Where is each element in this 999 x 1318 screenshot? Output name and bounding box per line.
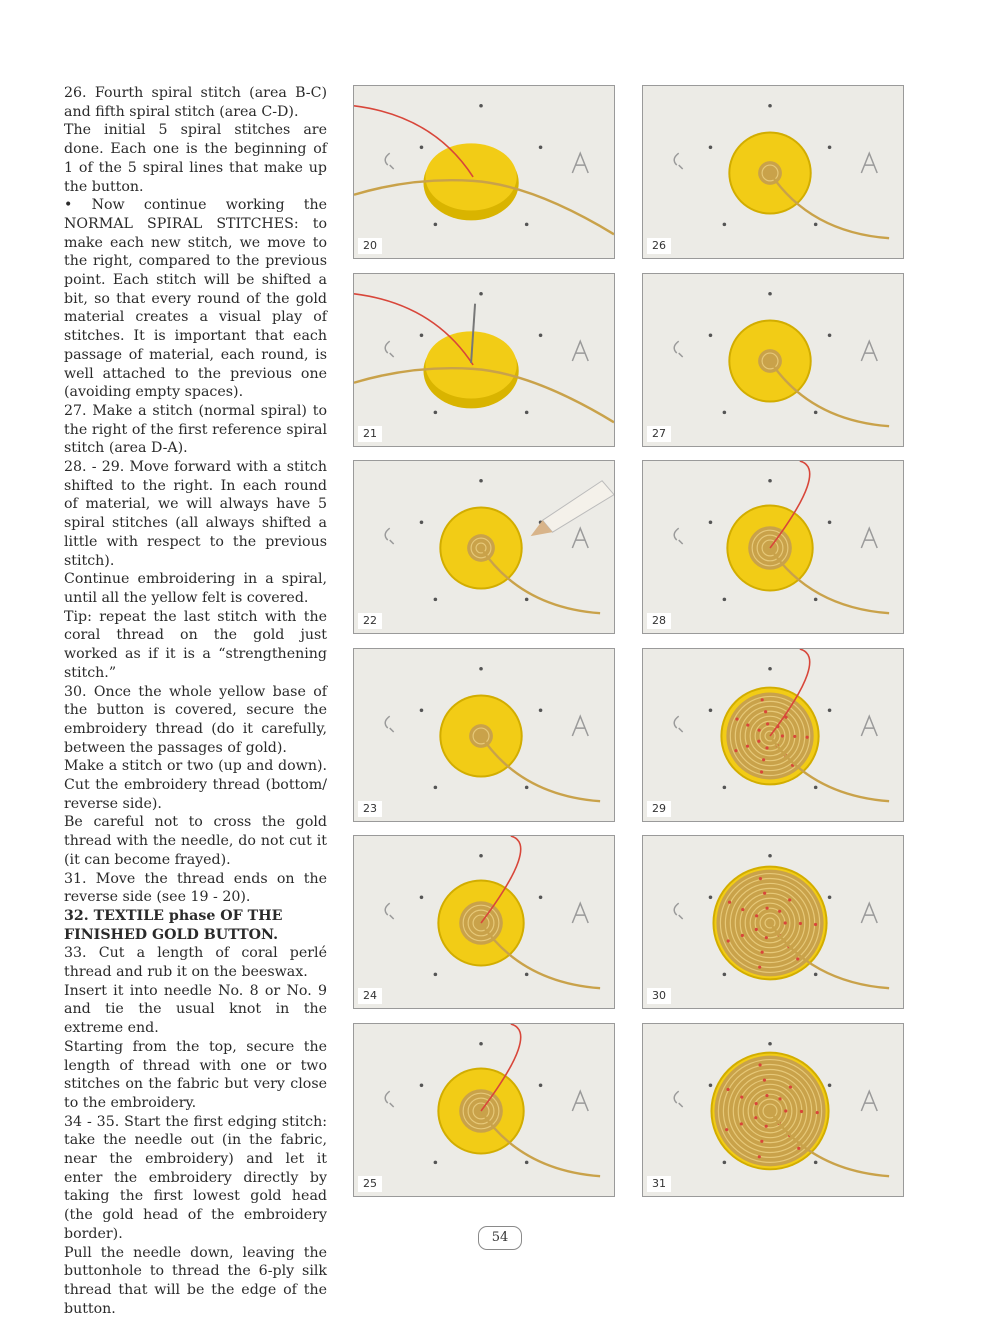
guide-dot — [814, 411, 818, 415]
coral-stitch — [758, 1063, 761, 1066]
guide-dot — [723, 223, 727, 227]
guide-dot — [814, 786, 818, 790]
coral-stitch — [781, 734, 784, 737]
photo-number: 26 — [647, 238, 671, 254]
coral-stitch — [784, 1109, 787, 1112]
coral-stitch — [765, 746, 768, 749]
photo-number: 30 — [647, 988, 671, 1004]
guide-dot — [420, 709, 424, 713]
guide-dot — [479, 667, 483, 671]
guide-dot — [420, 521, 424, 525]
step-photo — [642, 273, 904, 447]
guide-dot — [828, 146, 832, 150]
guide-dot — [709, 1084, 713, 1088]
coral-stitch — [761, 698, 764, 701]
paragraph: 33. Cut a length of coral perlé thread and rub it on the beeswax. — [64, 945, 327, 981]
guide-dot — [828, 709, 832, 713]
yellow-felt — [425, 331, 516, 398]
coral-stitch — [758, 1155, 761, 1158]
step-photo — [642, 1023, 904, 1197]
guide-dot — [434, 1161, 438, 1165]
guide-dot — [479, 479, 483, 483]
coral-stitch — [755, 1102, 758, 1105]
step-photo — [642, 835, 904, 1009]
coral-stitch — [761, 951, 764, 954]
guide-dot — [525, 973, 529, 977]
photo-number: 31 — [647, 1176, 671, 1192]
paragraph: 34 - 35. Start the first edging stitch: take the needle out (in the fabric, near the embroidery) and let it enter the embroidery directly by taking the first lowest gold head (the gold head of the embroidery border). — [64, 1113, 327, 1242]
guide-dot — [828, 334, 832, 338]
paragraph: Tip: repeat the last stitch with the coral thread on the gold just worked as if it is a “strengthening stitch.” — [64, 608, 327, 681]
guide-dot — [539, 146, 543, 150]
paragraph: 31. Move the thread ends on the reverse side (see 19 - 20). — [64, 870, 327, 906]
guide-dot — [723, 411, 727, 415]
coral-stitch — [799, 922, 802, 925]
coral-stitch — [778, 1097, 781, 1100]
guide-dot — [723, 973, 727, 977]
coral-stitch — [741, 934, 744, 937]
paragraph: 26. Fourth spiral stitch (area B-C) and fifth spiral stitch (area C-D). — [64, 85, 327, 120]
coral-stitch — [793, 735, 796, 738]
paragraph: The initial 5 spiral stitches are done. Each one is the beginning of 1 of the 5 spiral lines that make up the button. — [64, 122, 327, 195]
guide-dot — [723, 598, 727, 602]
coral-stitch — [762, 758, 765, 761]
coral-stitch — [759, 877, 762, 880]
guide-dot — [709, 709, 713, 713]
guide-dot — [479, 292, 483, 296]
coral-stitch — [789, 1086, 792, 1089]
coral-stitch — [727, 939, 730, 942]
coral-stitch — [758, 729, 761, 732]
guide-dot — [434, 223, 438, 227]
guide-dot — [525, 223, 529, 227]
guide-dot — [479, 854, 483, 858]
guide-dot — [709, 521, 713, 525]
section-heading: 32. TEXTILE phase OF THE FINISHED GOLD BUTTON. — [64, 907, 283, 943]
coral-stitch — [788, 898, 791, 901]
coral-stitch — [764, 710, 767, 713]
coral-stitch — [725, 1128, 728, 1131]
coral-stitch — [728, 901, 731, 904]
coral-stitch — [763, 892, 766, 895]
photo-number: 21 — [358, 426, 382, 442]
guide-dot — [479, 1042, 483, 1046]
coral-stitch — [816, 1111, 819, 1114]
guide-dot — [434, 973, 438, 977]
guide-dot — [768, 1042, 772, 1046]
guide-dot — [709, 334, 713, 338]
coral-stitch — [746, 724, 749, 727]
coral-stitch — [734, 749, 737, 752]
guide-dot — [434, 786, 438, 790]
page-number: 54 — [478, 1226, 522, 1250]
guide-dot — [709, 896, 713, 900]
coral-stitch — [800, 1110, 803, 1113]
paragraph: Make a stitch or two (up and down). Cut the embroidery thread (bottom/ reverse side). — [64, 758, 327, 812]
coral-stitch — [735, 717, 738, 720]
coral-stitch — [758, 966, 761, 969]
guide-dot — [420, 896, 424, 900]
step-photo — [642, 648, 904, 822]
coral-stitch — [766, 722, 769, 725]
guide-dot — [828, 1084, 832, 1088]
coral-stitch — [757, 740, 760, 743]
guide-dot — [525, 598, 529, 602]
step-photo — [642, 85, 904, 259]
coral-stitch — [778, 910, 781, 913]
guide-dot — [828, 896, 832, 900]
coral-stitch — [740, 1122, 743, 1125]
paragraph: Pull the needle down, leaving the buttonhole to thread the 6-ply silk thread that will be the edge of the button. — [64, 1244, 327, 1317]
coral-stitch — [765, 936, 768, 939]
photo-number: 29 — [647, 801, 671, 817]
step-photo — [353, 1023, 615, 1197]
photo-number: 25 — [358, 1176, 382, 1192]
coral-stitch — [755, 914, 758, 917]
guide-dot — [434, 411, 438, 415]
paragraph: Continue embroidering in a spiral, until all the yellow felt is covered. — [64, 571, 327, 606]
photo-number: 23 — [358, 801, 382, 817]
guide-dot — [723, 1161, 727, 1165]
coral-stitch — [746, 745, 749, 748]
yellow-felt — [425, 143, 516, 210]
guide-dot — [814, 223, 818, 227]
guide-dot — [525, 1161, 529, 1165]
coral-stitch — [765, 907, 768, 910]
paragraph: 28. - 29. Move forward with a stitch shifted to the right. In each round of material, we will always have 5 spiral stitches (all always shifted a little with respect to the previous stitch). — [64, 459, 327, 569]
guide-dot — [814, 598, 818, 602]
instruction-text — [64, 84, 327, 1318]
paragraph: Insert it into needle No. 8 or No. 9 and tie the usual knot in the extreme end. — [64, 982, 327, 1037]
guide-dot — [539, 896, 543, 900]
paragraph: 30. Once the whole yellow base of the button is covered, secure the embroidery thread (do it carefully, between the passages of gold). — [64, 683, 327, 756]
guide-dot — [814, 1161, 818, 1165]
paragraph: Be careful not to cross the gold thread with the needle, do not cut it (it can become frayed). — [64, 814, 327, 868]
guide-dot — [768, 667, 772, 671]
paragraph: • Now continue working the NORMAL SPIRAL STITCHES: to make each new stitch, we move to the right, compared to the previous point. Each stitch will be shifted a bit, so that every round of the gold material creates a visual play of stitches. It is important that each passage of material, each round, is well attached to the previous one (avoiding empty spaces). — [64, 197, 327, 401]
photo-number: 28 — [647, 613, 671, 629]
coral-stitch — [754, 1116, 757, 1119]
step-photo — [353, 85, 615, 259]
guide-dot — [525, 786, 529, 790]
guide-dot — [539, 709, 543, 713]
coral-stitch — [796, 957, 799, 960]
photo-number: 27 — [647, 426, 671, 442]
photo-number: 24 — [358, 988, 382, 1004]
guide-dot — [768, 104, 772, 108]
guide-dot — [723, 786, 727, 790]
guide-dot — [539, 334, 543, 338]
coral-stitch — [814, 923, 817, 926]
coral-stitch — [760, 770, 763, 773]
step-photo — [642, 460, 904, 634]
guide-dot — [768, 479, 772, 483]
coral-stitch — [740, 1096, 743, 1099]
guide-dot — [525, 411, 529, 415]
step-photo — [353, 273, 615, 447]
guide-dot — [768, 292, 772, 296]
step-photo — [353, 835, 615, 1009]
coral-stitch — [784, 921, 787, 924]
guide-dot — [814, 973, 818, 977]
coral-stitch — [797, 1147, 800, 1150]
photo-number: 22 — [358, 613, 382, 629]
guide-dot — [479, 104, 483, 108]
coral-stitch — [741, 908, 744, 911]
guide-dot — [768, 854, 772, 858]
coral-stitch — [765, 1094, 768, 1097]
coral-stitch — [760, 1140, 763, 1143]
coral-stitch — [726, 1088, 729, 1091]
coral-stitch — [806, 736, 809, 739]
paragraph: 27. Make a stitch (normal spiral) to the right of the first reference spiral stitch (area D-A). — [64, 402, 327, 457]
guide-dot — [828, 521, 832, 525]
guide-dot — [539, 1084, 543, 1088]
guide-dot — [709, 146, 713, 150]
guide-dot — [420, 146, 424, 150]
guide-dot — [420, 334, 424, 338]
coral-stitch — [765, 1125, 768, 1128]
coral-stitch — [763, 1079, 766, 1082]
step-photo — [353, 648, 615, 822]
paragraph: Starting from the top, secure the length of thread with one or two stitches on the fabric but very close to the embroidery. — [64, 1038, 327, 1111]
step-photo — [353, 460, 615, 634]
photo-number: 20 — [358, 238, 382, 254]
guide-dot — [434, 598, 438, 602]
guide-dot — [420, 1084, 424, 1088]
coral-stitch — [755, 928, 758, 931]
